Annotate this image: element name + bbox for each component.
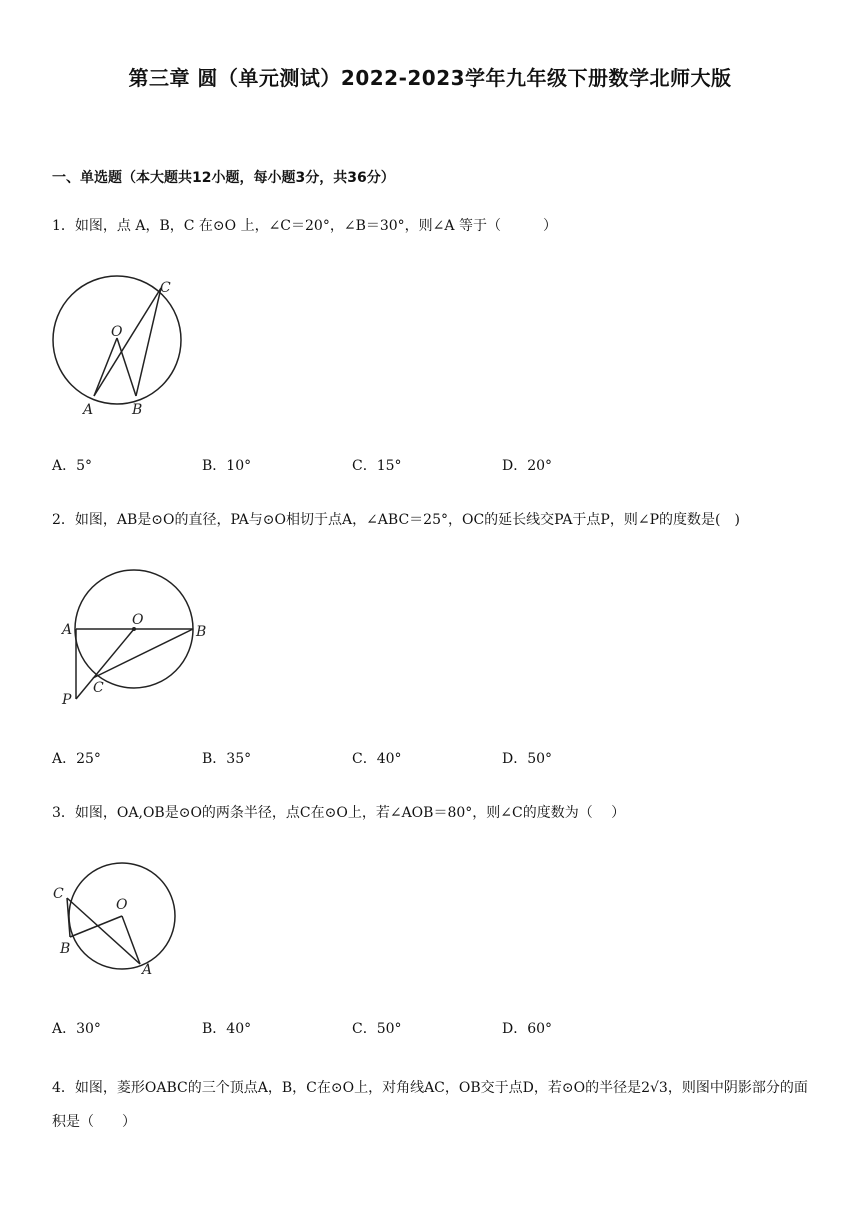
option-a[interactable]: A．30°: [52, 1021, 101, 1037]
question-3-stem: 3．如图，OA,OB是⊙O的两条半径，点C在⊙O上，若∠AOB＝80°，则∠C的度数为（ ）: [52, 805, 626, 821]
point-label-o: O: [111, 324, 123, 340]
option-b[interactable]: B．35°: [202, 751, 252, 767]
option-d[interactable]: D．60°: [502, 1021, 553, 1037]
point-label-o: O: [132, 612, 144, 628]
question-2-stem: 2．如图，AB是⊙O的直径，PA与⊙O相切于点A，∠ABC＝25°，OC的延长线交PA于点P，则∠P的度数是( ): [52, 512, 740, 528]
question-1-figure: [50, 272, 190, 422]
point-label-c: C: [53, 886, 64, 902]
point-label-o: O: [116, 897, 128, 913]
point-label-b: B: [132, 402, 143, 418]
point-label-a: A: [142, 962, 153, 978]
point-label-b: B: [196, 624, 207, 640]
point-label-c: C: [160, 280, 171, 296]
point-label-a: A: [83, 402, 94, 418]
option-d[interactable]: D．20°: [502, 458, 553, 474]
option-c[interactable]: C．15°: [352, 458, 402, 474]
option-d[interactable]: D．50°: [502, 751, 553, 767]
point-label-b: B: [60, 941, 71, 957]
option-a[interactable]: A．5°: [52, 458, 93, 474]
point-label-c: C: [93, 680, 104, 696]
point-label-p: P: [62, 692, 72, 708]
question-2-figure: [55, 562, 220, 712]
option-b[interactable]: B．10°: [202, 458, 252, 474]
option-c[interactable]: C．50°: [352, 1021, 402, 1037]
option-b[interactable]: B．40°: [202, 1021, 252, 1037]
point-label-a: A: [62, 622, 73, 638]
question-4-stem: 4．如图，菱形OABC的三个顶点A，B，C在⊙O上，对角线AC，OB交于点D，若⊙O的半径是2√3，则图中阴影部分的面积是（ ）: [52, 1080, 808, 1130]
option-c[interactable]: C．40°: [352, 751, 402, 767]
question-3-figure: [48, 860, 188, 985]
option-a[interactable]: A．25°: [52, 751, 101, 767]
section-heading: 一、单选题（本大题共12小题，每小题3分，共36分）: [52, 170, 395, 186]
page-title: 第三章 圆（单元测试）2022-2023学年九年级下册数学北师大版: [128, 66, 732, 90]
question-1-stem: 1．如图，点 A，B，C 在⊙O 上，∠C＝20°，∠B＝30°，则∠A 等于（ ）: [52, 218, 557, 234]
